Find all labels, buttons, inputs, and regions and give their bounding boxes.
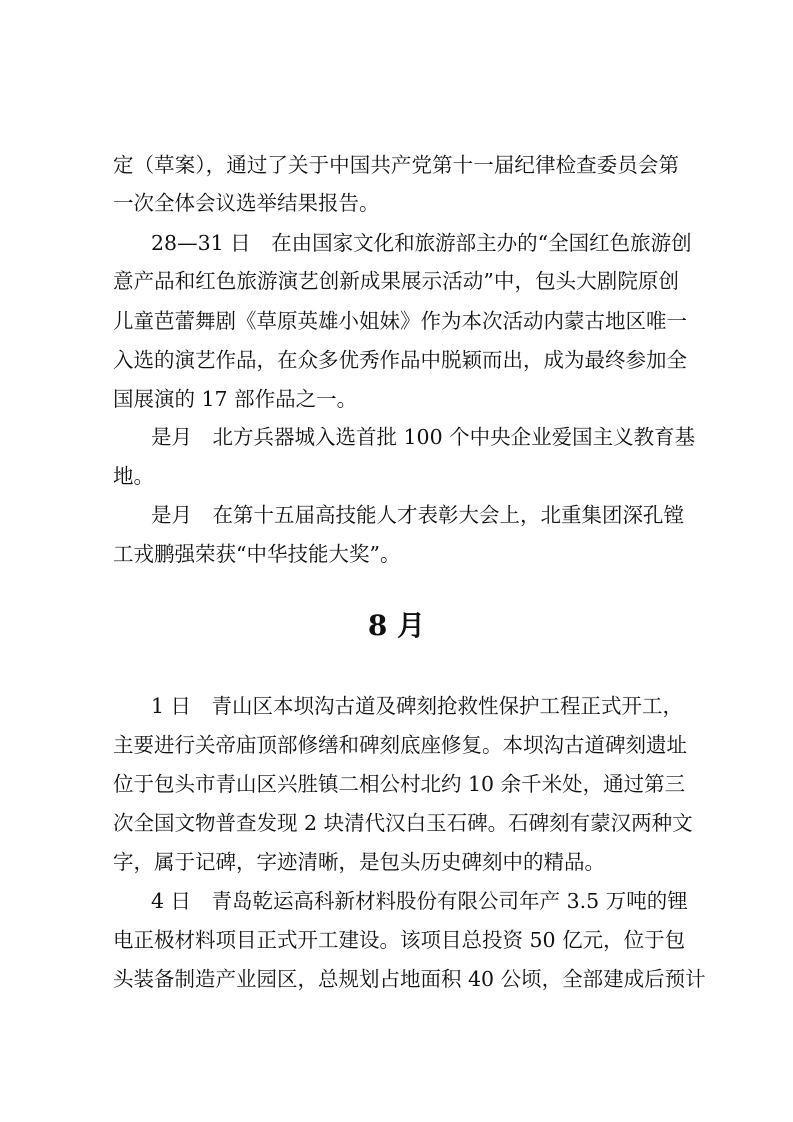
text-line: 头装备制造产业园区，总规划占地面积 40 公顷，全部建成后预计 <box>113 967 706 991</box>
text-line: 4 日 青岛乾运高科新材料股份有限公司年产 3.5 万吨的锂 <box>151 889 688 913</box>
text-line: 一次全体会议选举结果报告。 <box>113 191 380 215</box>
text-line: 1 日 青山区本坝沟古道及碑刻抢救性保护工程正式开工， <box>151 694 684 718</box>
text-line: 电正极材料项目正式开工建设。该项目总投资 50 亿元，位于包 <box>113 928 686 952</box>
month-heading: 8 月 <box>367 609 426 642</box>
text-line: 字，属于记碑，字迹清晰，是包头历史碑刻中的精品。 <box>113 850 605 874</box>
text-line: 是月 北方兵器城入选首批 100 个中央企业爱国主义教育基 <box>151 425 696 449</box>
text-line: 主要进行关帝庙顶部修缮和碑刻底座修复。本坝沟古道碑刻遗址 <box>113 733 687 757</box>
text-line: 位于包头市青山区兴胜镇二相公村北约 10 余千米处，通过第三 <box>113 772 686 796</box>
text-line: 国展演的 17 部作品之一。 <box>113 387 358 411</box>
text-line: 工戎鹏强荣获“中华技能大奖”。 <box>113 542 401 566</box>
text-line: 意产品和红色旅游演艺创新成果展示活动”中，包头大剧院原创 <box>113 269 679 293</box>
text-line: 定（草案），通过了关于中国共产党第十一届纪律检查委员会第 <box>113 153 679 177</box>
text-line: 儿童芭蕾舞剧《草原英雄小姐妹》作为本次活动内蒙古地区唯一 <box>113 309 687 333</box>
text-line: 28—31 日 在由国家文化和旅游部主办的“全国红色旅游创 <box>151 231 692 255</box>
text-line: 地。 <box>113 464 154 488</box>
text-line: 入选的演艺作品，在众多优秀作品中脱颖而出，成为最终参加全 <box>113 348 687 372</box>
text-line: 次全国文物普查发现 2 块清代汉白玉石碑。石碑刻有蒙汉两种文 <box>113 811 693 835</box>
text-line: 是月 在第十五届高技能人才表彰大会上，北重集团深孔镗 <box>151 503 684 527</box>
